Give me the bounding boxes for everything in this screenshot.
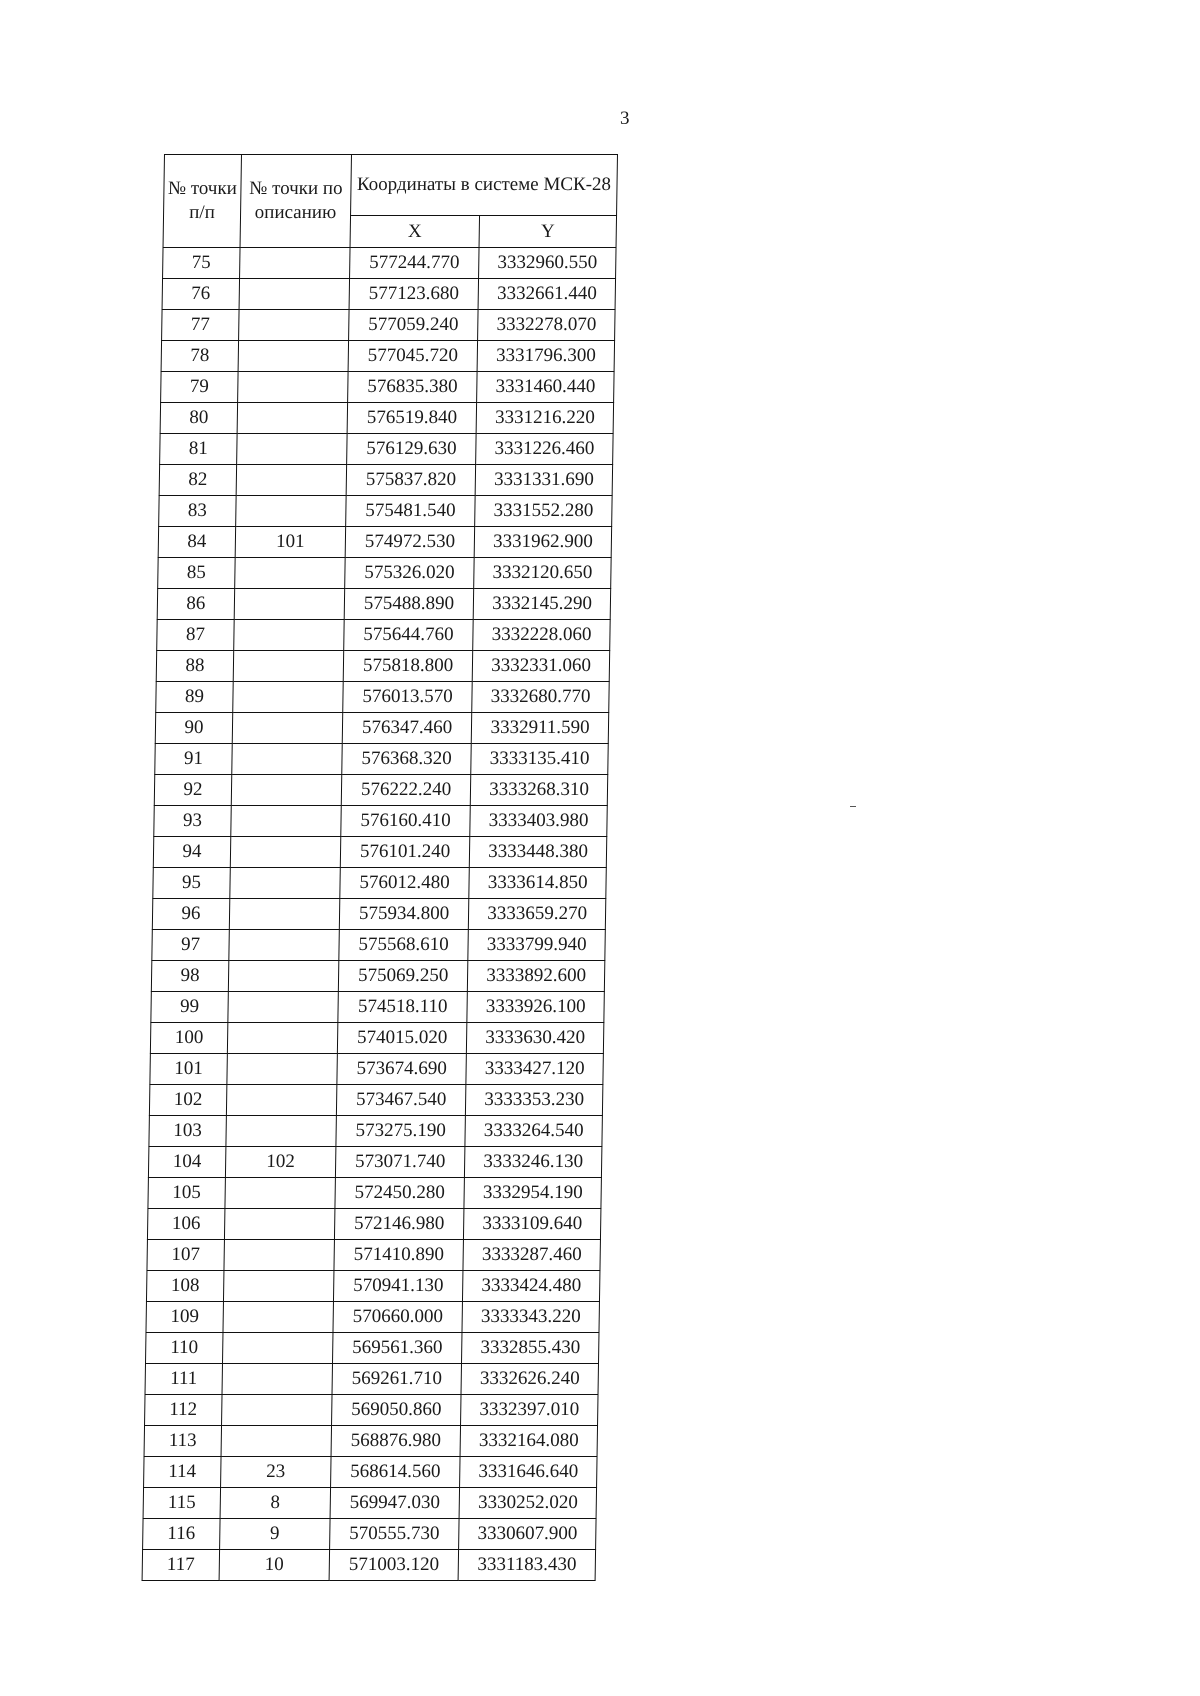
cell-x: 569050.860 <box>331 1395 461 1426</box>
cell-description-point <box>239 248 350 279</box>
cell-x: 577059.240 <box>349 310 479 341</box>
cell-point-number: 104 <box>148 1147 225 1178</box>
table-row <box>151 961 604 992</box>
cell-point-number: 115 <box>143 1488 220 1519</box>
cell-y: 3332911.590 <box>471 713 608 744</box>
cell-description-point <box>233 682 344 713</box>
table-row <box>145 1364 598 1395</box>
cell-description-point <box>238 372 349 403</box>
cell-point-number: 107 <box>147 1240 224 1271</box>
cell-y: 3331962.900 <box>474 527 611 558</box>
cell-point-number: 91 <box>155 744 232 775</box>
cell-point-number: 102 <box>149 1085 226 1116</box>
page-number: 3 <box>620 108 630 129</box>
cell-point-number: 85 <box>158 558 235 589</box>
cell-y: 3331226.460 <box>476 434 613 465</box>
cell-description-point <box>237 434 348 465</box>
cell-x: 574972.530 <box>345 527 475 558</box>
table-body <box>142 248 616 1581</box>
cell-description-point <box>227 1054 338 1085</box>
cell-description-point <box>236 496 347 527</box>
cell-point-number: 81 <box>160 434 237 465</box>
table-row <box>147 1209 600 1240</box>
cell-x: 574518.110 <box>338 992 468 1023</box>
cell-x: 569261.710 <box>332 1364 462 1395</box>
cell-x: 569947.030 <box>330 1488 460 1519</box>
cell-y: 3332855.430 <box>462 1333 599 1364</box>
cell-description-point <box>230 868 341 899</box>
cell-description-point <box>221 1395 332 1426</box>
table-row <box>156 682 609 713</box>
table-row <box>155 744 608 775</box>
cell-point-number: 90 <box>155 713 232 744</box>
cell-point-number: 114 <box>144 1457 221 1488</box>
table-row <box>151 992 604 1023</box>
cell-point-number: 108 <box>146 1271 223 1302</box>
cell-x: 575568.610 <box>339 930 469 961</box>
cell-x: 576519.840 <box>347 403 477 434</box>
cell-x: 575837.820 <box>346 465 476 496</box>
cell-point-number: 83 <box>159 496 236 527</box>
cell-point-number: 100 <box>150 1023 227 1054</box>
cell-y: 3331646.640 <box>460 1457 597 1488</box>
cell-description-point <box>234 620 345 651</box>
cell-description-point <box>228 992 339 1023</box>
table-row <box>142 1550 595 1581</box>
cell-y: 3332960.550 <box>479 248 616 279</box>
cell-x: 570555.730 <box>330 1519 460 1550</box>
table-row <box>150 1054 603 1085</box>
cell-y: 3333424.480 <box>463 1271 600 1302</box>
table-row <box>158 527 611 558</box>
table-row <box>150 1023 603 1054</box>
cell-description-point <box>229 930 340 961</box>
cell-y: 3333614.850 <box>469 868 606 899</box>
cell-y: 3333343.220 <box>462 1302 599 1333</box>
cell-description-point <box>238 310 349 341</box>
cell-x: 575818.800 <box>343 651 473 682</box>
cell-point-number: 79 <box>161 372 238 403</box>
cell-description-point: 23 <box>220 1457 331 1488</box>
cell-y: 3332331.060 <box>472 651 609 682</box>
cell-description-point <box>231 806 342 837</box>
cell-y: 3332661.440 <box>478 279 615 310</box>
cell-x: 576013.570 <box>343 682 473 713</box>
table-row <box>163 248 616 279</box>
table-row <box>159 496 612 527</box>
cell-description-point <box>235 558 346 589</box>
cell-y: 3332954.190 <box>464 1178 601 1209</box>
table-row <box>162 279 615 310</box>
cell-x: 576368.320 <box>342 744 472 775</box>
scan-speck <box>850 806 856 807</box>
cell-y: 3330607.900 <box>459 1519 596 1550</box>
header-y: Y <box>479 216 616 248</box>
table-row <box>157 620 610 651</box>
table-row <box>154 775 607 806</box>
cell-x: 576129.630 <box>347 434 477 465</box>
table-row <box>158 558 611 589</box>
cell-point-number: 89 <box>156 682 233 713</box>
table-header <box>163 155 617 248</box>
cell-description-point <box>231 775 342 806</box>
header-point-number: № точки п/п <box>163 155 241 248</box>
cell-point-number: 109 <box>146 1302 223 1333</box>
table-row <box>143 1488 596 1519</box>
table-row <box>153 868 606 899</box>
cell-y: 3332278.070 <box>478 310 615 341</box>
cell-y: 3331216.220 <box>476 403 613 434</box>
header-coordinates: Координаты в системе МСК-28 <box>350 155 617 216</box>
cell-x: 574015.020 <box>337 1023 467 1054</box>
cell-y: 3333268.310 <box>470 775 607 806</box>
cell-description-point <box>226 1085 337 1116</box>
cell-x: 569561.360 <box>332 1333 462 1364</box>
cell-x: 577244.770 <box>349 248 479 279</box>
cell-point-number: 84 <box>158 527 235 558</box>
table-row <box>147 1240 600 1271</box>
cell-description-point <box>222 1333 333 1364</box>
cell-point-number: 76 <box>162 279 239 310</box>
cell-point-number: 111 <box>145 1364 222 1395</box>
table-row <box>159 465 612 496</box>
cell-description-point <box>227 1023 338 1054</box>
table-row <box>156 651 609 682</box>
cell-x: 568876.980 <box>331 1426 461 1457</box>
table-row <box>157 589 610 620</box>
header-description-point: № точки по описанию <box>240 155 351 248</box>
cell-y: 3333427.120 <box>466 1054 603 1085</box>
cell-x: 576012.480 <box>340 868 470 899</box>
cell-y: 3331183.430 <box>458 1550 595 1581</box>
cell-description-point <box>225 1178 336 1209</box>
cell-y: 3332626.240 <box>461 1364 598 1395</box>
cell-description-point <box>233 651 344 682</box>
cell-y: 3333353.230 <box>466 1085 603 1116</box>
cell-point-number: 117 <box>142 1550 219 1581</box>
cell-y: 3333264.540 <box>465 1116 602 1147</box>
cell-y: 3333892.600 <box>468 961 605 992</box>
cell-x: 576347.460 <box>342 713 472 744</box>
cell-point-number: 113 <box>144 1426 221 1457</box>
table-row <box>153 837 606 868</box>
table-row <box>145 1395 598 1426</box>
cell-point-number: 75 <box>163 248 240 279</box>
cell-x: 575934.800 <box>339 899 469 930</box>
table-row <box>149 1116 602 1147</box>
table-row <box>160 434 613 465</box>
header-x: X <box>350 216 480 248</box>
cell-description-point <box>232 713 343 744</box>
table-row <box>148 1147 601 1178</box>
cell-description-point <box>223 1271 334 1302</box>
cell-x: 572146.980 <box>334 1209 464 1240</box>
cell-description-point: 10 <box>219 1550 330 1581</box>
cell-y: 3332228.060 <box>473 620 610 651</box>
cell-x: 573674.690 <box>337 1054 467 1085</box>
table-row <box>161 341 614 372</box>
cell-x: 572450.280 <box>335 1178 465 1209</box>
cell-description-point <box>236 465 347 496</box>
cell-point-number: 80 <box>160 403 237 434</box>
cell-x: 576222.240 <box>341 775 471 806</box>
table-row <box>144 1457 597 1488</box>
cell-description-point <box>229 899 340 930</box>
cell-point-number: 78 <box>161 341 238 372</box>
cell-y: 3333403.980 <box>470 806 607 837</box>
cell-y: 3332164.080 <box>460 1426 597 1457</box>
cell-point-number: 106 <box>147 1209 224 1240</box>
cell-description-point <box>223 1302 334 1333</box>
cell-y: 3331460.440 <box>477 372 614 403</box>
table-row <box>149 1085 602 1116</box>
cell-x: 577045.720 <box>348 341 478 372</box>
cell-description-point: 8 <box>220 1488 331 1519</box>
cell-y: 3333659.270 <box>469 899 606 930</box>
cell-y: 3333287.460 <box>463 1240 600 1271</box>
cell-description-point <box>224 1209 335 1240</box>
cell-description-point <box>230 837 341 868</box>
cell-description-point <box>221 1426 332 1457</box>
table-row <box>161 372 614 403</box>
cell-description-point <box>237 403 348 434</box>
table-row <box>146 1302 599 1333</box>
cell-x: 576101.240 <box>340 837 470 868</box>
cell-y: 3333135.410 <box>471 744 608 775</box>
cell-y: 3330252.020 <box>459 1488 596 1519</box>
cell-point-number: 92 <box>154 775 231 806</box>
cell-x: 577123.680 <box>349 279 479 310</box>
cell-y: 3333246.130 <box>465 1147 602 1178</box>
cell-y: 3331331.690 <box>475 465 612 496</box>
cell-point-number: 98 <box>151 961 228 992</box>
cell-x: 576160.410 <box>341 806 471 837</box>
table-row <box>143 1519 596 1550</box>
cell-description-point <box>226 1116 337 1147</box>
cell-point-number: 112 <box>145 1395 222 1426</box>
cell-description-point: 9 <box>219 1519 330 1550</box>
cell-description-point <box>224 1240 335 1271</box>
cell-point-number: 97 <box>152 930 229 961</box>
cell-description-point <box>238 341 349 372</box>
cell-x: 571410.890 <box>334 1240 464 1271</box>
cell-point-number: 87 <box>157 620 234 651</box>
cell-point-number: 116 <box>143 1519 220 1550</box>
cell-y: 3333799.940 <box>468 930 605 961</box>
cell-x: 571003.120 <box>329 1550 459 1581</box>
cell-x: 575644.760 <box>344 620 474 651</box>
table-row <box>154 806 607 837</box>
cell-description-point: 101 <box>235 527 346 558</box>
cell-x: 568614.560 <box>330 1457 460 1488</box>
cell-x: 573275.190 <box>336 1116 466 1147</box>
cell-description-point: 102 <box>225 1147 336 1178</box>
cell-description-point <box>228 961 339 992</box>
cell-point-number: 110 <box>145 1333 222 1364</box>
cell-y: 3332680.770 <box>472 682 609 713</box>
table-row <box>152 930 605 961</box>
cell-y: 3332145.290 <box>473 589 610 620</box>
table-row <box>145 1333 598 1364</box>
table-row <box>144 1426 597 1457</box>
cell-y: 3331796.300 <box>477 341 614 372</box>
cell-description-point <box>222 1364 333 1395</box>
cell-point-number: 93 <box>154 806 231 837</box>
cell-point-number: 82 <box>159 465 236 496</box>
cell-y: 3333926.100 <box>467 992 604 1023</box>
cell-point-number: 96 <box>152 899 229 930</box>
table-row <box>148 1178 601 1209</box>
cell-point-number: 88 <box>156 651 233 682</box>
cell-point-number: 99 <box>151 992 228 1023</box>
cell-point-number: 86 <box>157 589 234 620</box>
cell-x: 570941.130 <box>333 1271 463 1302</box>
cell-x: 576835.380 <box>348 372 478 403</box>
cell-description-point <box>232 744 343 775</box>
cell-y: 3332397.010 <box>461 1395 598 1426</box>
cell-point-number: 101 <box>150 1054 227 1085</box>
cell-point-number: 105 <box>148 1178 225 1209</box>
table-row <box>160 403 613 434</box>
cell-x: 575069.250 <box>338 961 468 992</box>
coordinates-table <box>142 154 618 1581</box>
table-row <box>162 310 615 341</box>
cell-y: 3333630.420 <box>467 1023 604 1054</box>
table-row <box>152 899 605 930</box>
cell-x: 575488.890 <box>344 589 474 620</box>
cell-x: 570660.000 <box>333 1302 463 1333</box>
cell-x: 575326.020 <box>345 558 475 589</box>
cell-x: 573467.540 <box>336 1085 466 1116</box>
cell-point-number: 94 <box>153 837 230 868</box>
cell-x: 575481.540 <box>346 496 476 527</box>
cell-point-number: 103 <box>149 1116 226 1147</box>
cell-y: 3333448.380 <box>469 837 606 868</box>
table-row <box>146 1271 599 1302</box>
cell-description-point <box>234 589 345 620</box>
cell-x: 573071.740 <box>335 1147 465 1178</box>
table-row <box>155 713 608 744</box>
cell-y: 3331552.280 <box>475 496 612 527</box>
cell-point-number: 95 <box>153 868 230 899</box>
cell-y: 3333109.640 <box>464 1209 601 1240</box>
cell-y: 3332120.650 <box>474 558 611 589</box>
cell-description-point <box>239 279 350 310</box>
cell-point-number: 77 <box>162 310 239 341</box>
